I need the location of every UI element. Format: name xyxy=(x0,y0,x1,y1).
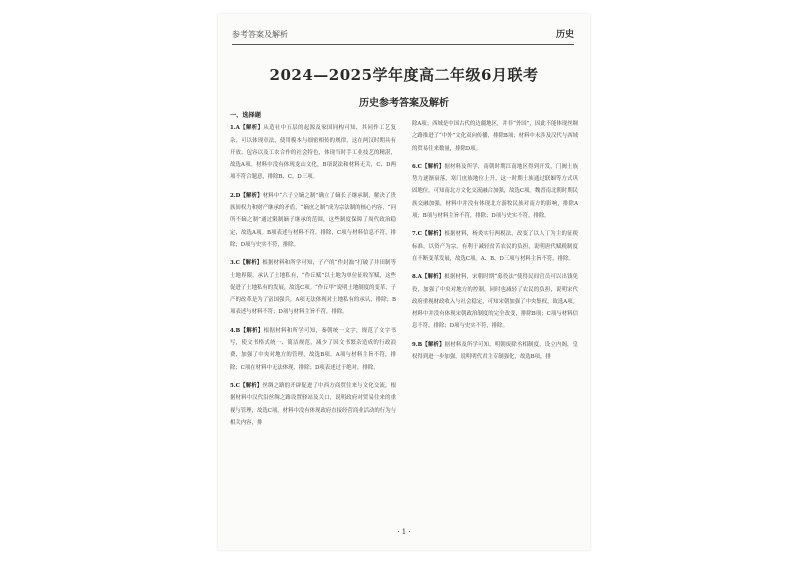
header-subject-label: 历史 xyxy=(555,30,574,40)
right-column xyxy=(412,118,578,538)
item-tag: 【解析】 xyxy=(239,260,263,267)
item-tag: 【解析】 xyxy=(239,125,264,132)
answer-item-3 xyxy=(230,257,396,318)
item-text: 根据材料，宋朝时期“募役法”使得民间官员可以出钱免役，加强了中央对地方的控制，同时也减轻了农民的负担，说明宋代政府重视财政收入与社会稳定，可知宋朝加强了中央集权，故选A项。材料中并没有体现宋朝政治制度的完全改变，排除B项；C项与材料信息不符，排除；D项与史实不符，排除。 xyxy=(412,274,578,330)
left-column xyxy=(230,110,396,530)
item-text: 丝绸之路的开辟促进了中西方商贸往来与文化交流，根据材料中汉代沿丝绸之路设置驿站及关口，说明政府对贸易往来的重视与管理，故选C项。材料中没有体现政府直接经营商业活动的行为与相关内容，排 xyxy=(230,382,396,426)
section-heading: 一、选择题 xyxy=(230,112,261,119)
item-tag: 【解析】 xyxy=(239,382,263,389)
item-answer: D xyxy=(235,192,241,199)
item-number: 4. xyxy=(230,327,236,334)
answer-item-2 xyxy=(230,190,396,251)
header-left-label: 参考答案及解析 xyxy=(232,30,288,39)
item-tag: 【解析】 xyxy=(422,341,445,348)
item-tag: 【解析】 xyxy=(240,192,263,199)
item-text: 除A项；西域是中国古代的边疆地区，并非“外国”，因此不能体现丝绸之路推进了“中外”文化双向传播，排除B项；材料中未涉及汉代与西域的贸易往来数量，排除D项。 xyxy=(412,121,578,152)
item-number: 9. xyxy=(412,341,418,348)
item-answer: A xyxy=(235,125,240,132)
item-number: 3. xyxy=(230,260,236,267)
answer-item-9 xyxy=(412,339,578,364)
item-answer: C xyxy=(417,163,422,170)
document-subtitle: 历史参考答案及解析 xyxy=(359,98,449,109)
page-header xyxy=(232,28,574,45)
item-number: 5. xyxy=(230,382,236,389)
item-answer: B xyxy=(235,327,241,334)
item-answer: B xyxy=(417,341,423,348)
answer-item-5 xyxy=(230,380,396,429)
answer-item-4 xyxy=(230,325,396,374)
answer-item-5-continued xyxy=(412,118,578,155)
item-number: 6. xyxy=(412,163,418,170)
answer-item-7 xyxy=(412,228,578,265)
answer-sheet-page xyxy=(218,14,590,550)
item-tag: 【解析】 xyxy=(421,163,445,170)
item-number: 8. xyxy=(412,274,418,281)
item-number: 7. xyxy=(412,231,418,238)
item-text: 材料中“六子立嫡之制”确立了嫡长子继承制，解决了贵族间权力和财产继承的矛盾，“嫡庶之制”成为宗法制的核心内容，“问所不嫡之制”通过限制嫡子继承的范围，这些制度保障了周代政治稳定，故选A项。B项表述与材料不符，排除，C项与材料信息不符，排除；D项与史实不符，排除。 xyxy=(230,192,396,248)
item-answer: A xyxy=(417,274,422,281)
item-tag: 【解析】 xyxy=(421,231,445,238)
answer-item-1 xyxy=(230,122,396,183)
item-text: 据材料及所学，南朝时期江南地区得到开发，门阀士族势力逐渐衰落，寒门庶族地位上升，这一时期士族通过联姻等方式巩固地位，可知南北方文化交流融合加强，故选C项。魏晋南北朝时期民族交融加强，材料中并没有体现北方游牧民族对南方的影响，排除A项；B项与材料主旨不符，排除；D项与史实不符，排除。 xyxy=(412,163,578,220)
item-answer: C xyxy=(235,260,240,267)
item-text: 根据材料，杨炎实行两税法，改变了以人丁为主的征税标准，以资产为宗，有利于减轻贫苦农民的负担，说明唐代赋税制度在不断变革发展，故选C项。A、B、D三项与材料主旨不符，排除。 xyxy=(412,231,578,262)
item-answer: C xyxy=(417,231,422,238)
item-answer: C xyxy=(235,382,240,389)
item-number: 1. xyxy=(230,125,236,132)
item-text: 根据材料和所学可知，子产的“作封洫”打破了井田制等土地界限，承认了土地私有，“作丘赋”以土地为单位征收军赋，这些促进了土地私有的发展，故选C项。“作丘甲”说明土地制度的变革，子产的改革是为了富国强兵，A项无法体现对土地私有的承认，排除；B项表述与材料不符；D项与材料主旨不符，排除。 xyxy=(230,260,396,316)
item-text: 根据材料和所学可知，秦朝统一文字，规范了文字书写，使文书格式统一、简洁规范，减少了因文书繁杂造成的行政浪费，加强了中央对地方的管理，故选B项。A项与材料主旨不符，排除；C项在材料中无法体现，排除；D项表述过于绝对，排除。 xyxy=(230,327,396,371)
answer-item-6 xyxy=(412,161,578,222)
item-tag: 【解析】 xyxy=(421,274,445,281)
item-text: 从造社中五层的起源及家国同构可知，其同作工艺复杂，可以体现章法，使用模本与细密相传的规律，这在两汉时期具有开放、包容以及工农合作的社会特色，体现当时手工业技艺的精湛，故选A项。材料中没有体现龙山文化，B项说法和材料无关，C、D两项不符合题意，排除B、C、D三项。 xyxy=(230,125,396,181)
item-text: 据材料及所学可知，明朝废除丞相制度，设立内阁，皇权得到进一步加强，说明明代君主专制强化，故选B项，排 xyxy=(412,341,578,361)
item-number: 2. xyxy=(230,192,236,199)
item-tag: 【解析】 xyxy=(240,327,264,334)
answer-item-8 xyxy=(412,271,578,332)
page-number: · 1 · xyxy=(397,528,411,536)
document-title: 2024—2025学年度高二年级6月联考 xyxy=(269,66,539,84)
